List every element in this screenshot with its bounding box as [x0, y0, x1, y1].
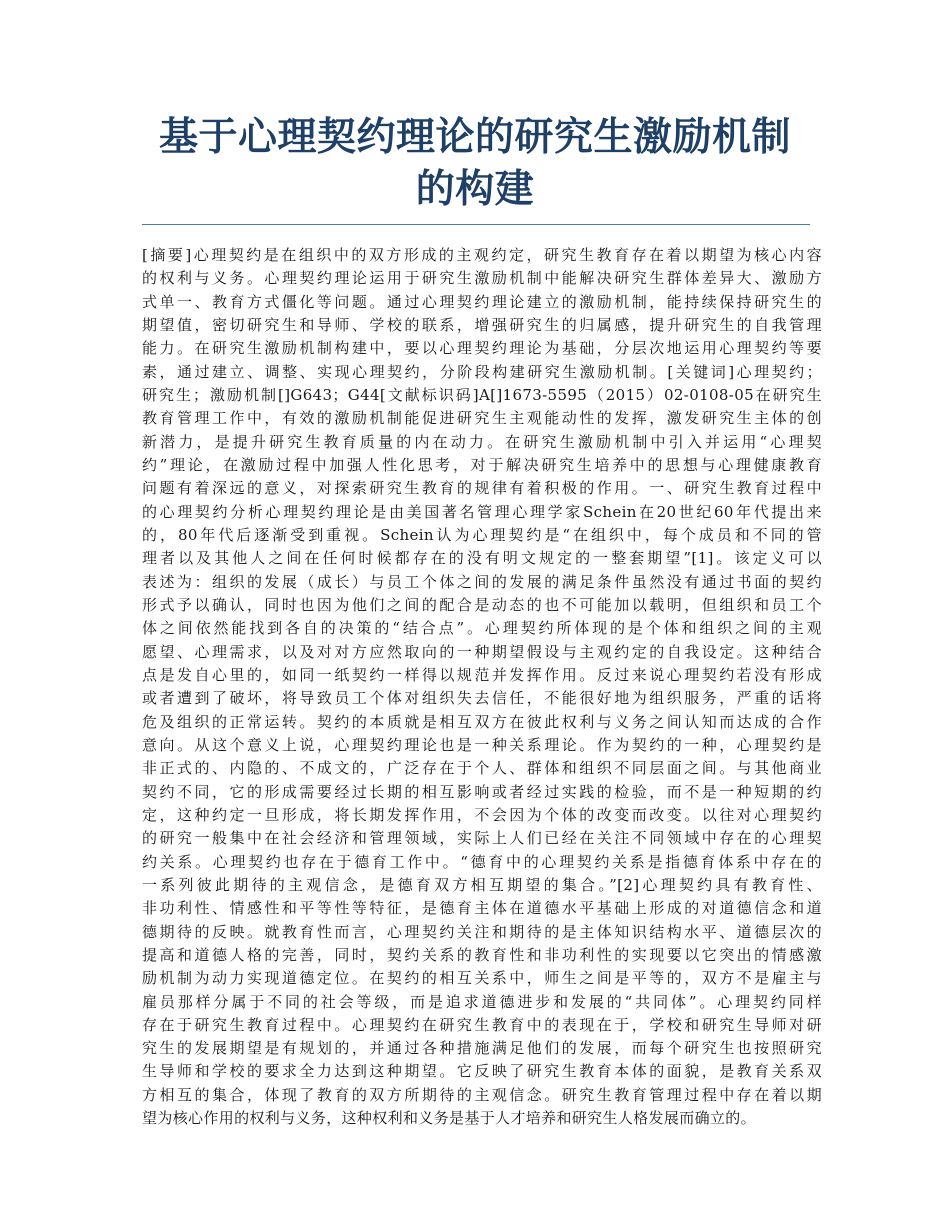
body-line: 教育管理工作中，有效的激励机制能促进研究生主观能动性的发挥，激发研究生主体的创 — [142, 409, 822, 428]
body-line: 或者遭到了破坏，将导致员工个体对组织失去信任，不能很好地为组织服务，严重的话将 — [142, 689, 822, 708]
body-line: 问题有着深远的意义，对探索研究生教育的规律有着积极的作用。一、研究生教育过程中 — [142, 479, 822, 498]
body-line: 存在于研究生教育过程中。心理契约在研究生教育中的表现在于，学校和研究生导师对研 — [142, 1015, 822, 1034]
body-line: 式单一、教育方式僵化等问题。通过心理契约理论建立的激励机制，能持续保持研究生的 — [142, 292, 822, 311]
body-line: 的权利与义务。心理契约理论运用于研究生激励机制中能解决研究生群体差异大、激励方 — [142, 269, 822, 288]
body-line: 励机制为动力实现道德定位。在契约的相互关系中，师生之间是平等的，双方不是雇主与 — [142, 969, 822, 988]
body-line: 素，通过建立、调整、实现心理契约，分阶段构建研究生激励机制。[关键词]心理契约； — [142, 362, 822, 381]
body-line: 一系列彼此期待的主观信念，是德育双方相互期望的集合。”[2]心理契约具有教育性、 — [142, 875, 822, 894]
body-line: 的心理契约分析心理契约理论是由美国著名管理心理学家Schein在20世纪60年代提出来 — [142, 502, 822, 521]
body-line: 约”理论，在激励过程中加强人性化思考，对于解决研究生培养中的思想与心理健康教育 — [142, 455, 822, 474]
body-line: 非正式的、内隐的、不成文的，广泛存在于个人、群体和组织不同层面之间。与其他商业 — [142, 759, 822, 778]
body-line: 契约不同，它的形成需要经过长期的相互影响或者经过实践的检验，而不是一种短期的约 — [142, 782, 822, 801]
body-line: [摘要]心理契约是在组织中的双方形成的主观约定，研究生教育存在着以期望为核心内容 — [142, 246, 822, 264]
body-text — [142, 244, 822, 1130]
body-line: 理者以及其他人之间在任何时候都存在的没有明文规定的一整套期望”[1]。该定义可以 — [142, 549, 822, 568]
title-divider — [142, 224, 810, 225]
page-title — [120, 112, 830, 216]
body-line: 生导师和学校的要求全力达到这种期望。它反映了研究生教育本体的面貌，是教育关系双 — [142, 1062, 822, 1081]
body-line: 望为核心作用的权利与义务，这种权利和义务是基于人才培养和研究生人格发展而确立的。 — [142, 1109, 757, 1128]
body-line: 危及组织的正常运转。契约的本质就是相互双方在彼此权利与义务之间认知而达成的合作 — [142, 712, 822, 731]
body-line: 究生的发展期望是有规划的，并通过各种措施满足他们的发展，而每个研究生也按照研究 — [142, 1039, 822, 1058]
body-line: 愿望、心理需求，以及对对方应然取向的一种期望假设与主观约定的自我设定。这种结合 — [142, 642, 822, 661]
body-line: 新潜力，是提升研究生教育质量的内在动力。在研究生激励机制中引入并运用“心理契 — [142, 432, 822, 451]
body-line: 德期待的反映。就教育性而言，心理契约关注和期待的是主体知识结构水平、道德层次的 — [142, 922, 822, 941]
body-line: 期望值，密切研究生和导师、学校的联系，增强研究生的归属感，提升研究生的自我管理 — [142, 315, 822, 334]
body-line: 的研究一般集中在社会经济和管理领域，实际上人们已经在关注不同领域中存在的心理契 — [142, 829, 822, 848]
body-line: 提高和道德人格的完善，同时，契约关系的教育性和非功利性的实现要以它突出的情感激 — [142, 945, 822, 964]
body-line: 方相互的集合，体现了教育的双方所期待的主观信念。研究生教育管理过程中存在着以期 — [142, 1085, 822, 1104]
body-line: 研究生；激励机制[]G643；G44[文献标识码]A[]1673-5595（2015）02-0108-05在研究生 — [142, 385, 822, 404]
body-line: 非功利性、情感性和平等性等特征，是德育主体在道德水平基础上形成的对道德信念和道 — [142, 899, 822, 918]
title-line-2: 的构建 — [415, 167, 535, 212]
body-line: 意向。从这个意义上说，心理契约理论也是一种关系理论。作为契约的一种，心理契约是 — [142, 735, 822, 754]
body-line: 点是发自心里的，如同一纸契约一样得以规范并发挥作用。反过来说心理契约若没有形成 — [142, 665, 822, 684]
body-line: 的，80年代后逐渐受到重视。Schein认为心理契约是“在组织中，每个成员和不同的管 — [142, 525, 822, 544]
body-line: 雇员那样分属于不同的社会等级，而是追求道德进步和发展的“共同体”。心理契约同样 — [142, 992, 822, 1011]
body-line: 能力。在研究生激励机制构建中，要以心理契约理论为基础，分层次地运用心理契约等要 — [142, 339, 822, 358]
body-line: 表述为：组织的发展（成长）与员工个体之间的发展的满足条件虽然没有通过书面的契约 — [142, 572, 822, 591]
body-line: 定，这种约定一旦形成，将长期发挥作用，不会因为个体的改变而改变。以往对心理契约 — [142, 805, 822, 824]
body-line: 体之间依然能找到各自的决策的“结合点”。心理契约所体现的是个体和组织之间的主观 — [142, 619, 822, 638]
title-line-1: 基于心理契约理论的研究生激励机制 — [158, 115, 791, 160]
body-line: 约关系。心理契约也存在于德育工作中。“德育中的心理契约关系是指德育体系中存在的 — [142, 852, 822, 871]
body-line: 形式予以确认，同时也因为他们之间的配合是动态的也不可能加以载明，但组织和员工个 — [142, 595, 822, 614]
